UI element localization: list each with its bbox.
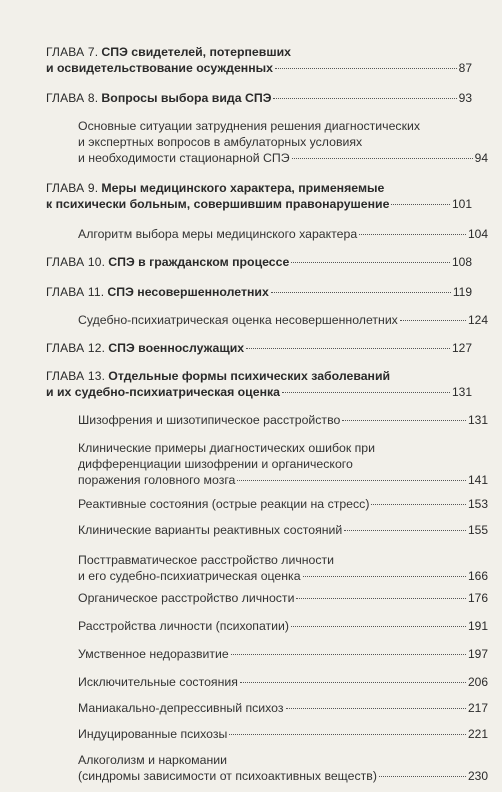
page-number: 230 xyxy=(467,769,488,783)
page-number: 221 xyxy=(467,727,488,741)
chapter-title: и освидетельствование осужденных xyxy=(46,61,273,75)
section-title: Органическое расстройство личности xyxy=(78,591,295,605)
page-number: 197 xyxy=(467,647,488,661)
toc-entry-line xyxy=(78,590,488,606)
page-number: 206 xyxy=(467,675,488,689)
toc-entry-line xyxy=(78,456,488,472)
toc-entry-line xyxy=(46,340,472,356)
toc-entry-line xyxy=(78,522,488,538)
toc-entry-line xyxy=(46,254,472,270)
toc-section-entry[interactable] xyxy=(62,590,488,606)
chapter-title: СПЭ в гражданском процессе xyxy=(108,255,290,269)
dot-leader xyxy=(359,234,466,235)
toc-entry-line xyxy=(46,90,472,106)
dot-leader xyxy=(379,776,466,777)
toc-entry-line xyxy=(46,196,472,212)
toc-entry-line xyxy=(46,180,472,196)
section-title: Расстройства личности (психопатии) xyxy=(78,619,289,633)
page-number: 217 xyxy=(467,701,488,715)
toc-section-entry[interactable] xyxy=(62,118,488,166)
section-title: Шизофрения и шизотипическое расстройство xyxy=(78,413,341,427)
toc-entry-line xyxy=(78,440,488,456)
dot-leader xyxy=(391,204,450,205)
page-number: 155 xyxy=(467,523,488,537)
toc-section-entry[interactable] xyxy=(62,496,488,512)
section-title: Алгоритм выбора меры медицинского характера xyxy=(78,227,358,241)
chapter-label: ГЛАВА 13. xyxy=(46,369,106,383)
toc-entry-line xyxy=(78,412,488,428)
dot-leader xyxy=(275,68,457,69)
section-title: Реактивные состояния (острые реакции на стресс) xyxy=(78,497,370,511)
page-number: 131 xyxy=(451,385,472,399)
chapter-title: Меры медицинского характера, применяемые xyxy=(101,181,385,195)
toc-section-entry[interactable] xyxy=(62,618,488,634)
toc-chapter-entry[interactable] xyxy=(46,44,472,76)
chapter-title: и их судебно-психиатрическая оценка xyxy=(46,385,281,399)
section-title: и необходимости стационарной СПЭ xyxy=(78,151,290,165)
page-number: 124 xyxy=(467,313,488,327)
section-title: и его судебно-психиатрическая оценка xyxy=(78,569,301,583)
dot-leader xyxy=(342,420,466,421)
toc-chapter-entry[interactable] xyxy=(46,368,472,400)
toc-entry-line xyxy=(46,44,472,60)
toc-chapter-entry[interactable] xyxy=(46,254,472,270)
chapter-label: ГЛАВА 10. xyxy=(46,255,106,269)
toc-entry-line xyxy=(78,768,488,784)
toc-entry-line xyxy=(78,752,488,768)
section-title: Индуцированные психозы xyxy=(78,727,228,741)
toc-entry-line xyxy=(78,674,488,690)
dot-leader xyxy=(273,98,456,99)
section-title: Маниакально-депрессивный психоз xyxy=(78,701,284,715)
page-number: 87 xyxy=(458,61,472,75)
dot-leader xyxy=(237,480,466,481)
toc-section-entry[interactable] xyxy=(62,312,488,328)
page-number: 127 xyxy=(451,341,472,355)
section-title: Основные ситуации затруднения решения диагностических xyxy=(78,119,420,133)
chapter-label: ГЛАВА 7. xyxy=(46,45,99,59)
toc-entry-line xyxy=(78,312,488,328)
chapter-title: СПЭ свидетелей, потерпевших xyxy=(101,45,291,59)
section-title: Исключительные состояния xyxy=(78,675,238,689)
dot-leader xyxy=(240,682,466,683)
toc-entry-line xyxy=(78,134,488,150)
page-number: 93 xyxy=(458,91,472,105)
toc-entry-line xyxy=(46,284,472,300)
page-number: 119 xyxy=(452,285,472,299)
toc-chapter-entry[interactable] xyxy=(46,340,472,356)
toc-section-entry[interactable] xyxy=(62,752,488,784)
page-number: 131 xyxy=(467,413,488,427)
toc-entry-line xyxy=(78,726,488,742)
toc-entry-line xyxy=(78,552,488,568)
dot-leader xyxy=(291,262,450,263)
toc-entry-line xyxy=(46,368,472,384)
toc-section-entry[interactable] xyxy=(62,412,488,428)
chapter-title: Вопросы выбора вида СПЭ xyxy=(101,91,272,105)
toc-entry-line xyxy=(46,384,472,400)
toc-section-entry[interactable] xyxy=(62,646,488,662)
dot-leader xyxy=(292,158,473,159)
section-title: Умственное недоразвитие xyxy=(78,647,229,661)
dot-leader xyxy=(271,292,451,293)
page-number: 166 xyxy=(467,569,488,583)
toc-entry-line xyxy=(78,568,488,584)
toc-chapter-entry[interactable] xyxy=(46,284,472,300)
toc-entry-line xyxy=(78,618,488,634)
dot-leader xyxy=(291,626,466,627)
page-number: 141 xyxy=(467,473,488,487)
toc-section-entry[interactable] xyxy=(62,440,488,488)
dot-leader xyxy=(231,654,466,655)
toc-section-entry[interactable] xyxy=(62,726,488,742)
page-number: 176 xyxy=(467,591,488,605)
toc-entry-line xyxy=(78,472,488,488)
section-title: Посттравматическое расстройство личности xyxy=(78,553,335,567)
toc-section-entry[interactable] xyxy=(62,522,488,538)
toc-section-entry[interactable] xyxy=(62,674,488,690)
section-title: Клинические варианты реактивных состояний xyxy=(78,523,343,537)
toc-section-entry[interactable] xyxy=(62,700,488,716)
toc-chapter-entry[interactable] xyxy=(46,180,472,212)
page-number: 191 xyxy=(467,619,488,633)
chapter-title: СПЭ военнослужащих xyxy=(108,341,245,355)
chapter-title: к психически больным, совершившим правонарушение xyxy=(46,197,390,211)
dot-leader xyxy=(296,598,466,599)
toc-section-entry[interactable] xyxy=(62,226,488,242)
toc-section-entry[interactable] xyxy=(62,552,488,584)
section-title: Алкоголизм и наркомании xyxy=(78,753,228,767)
page-number: 153 xyxy=(467,497,488,511)
chapter-label: ГЛАВА 9. xyxy=(46,181,99,195)
page-number: 108 xyxy=(451,255,472,269)
section-title: и экспертных вопросов в амбулаторных условиях xyxy=(78,135,363,149)
page-number: 101 xyxy=(451,197,472,211)
chapter-label: ГЛАВА 12. xyxy=(46,341,106,355)
dot-leader xyxy=(344,530,466,531)
toc-entry-line xyxy=(78,496,488,512)
toc-entry-line xyxy=(78,646,488,662)
section-title: Клинические примеры диагностических ошибок при xyxy=(78,441,375,455)
toc-entry-line xyxy=(78,226,488,242)
section-title: (синдромы зависимости от психоактивных веществ) xyxy=(78,769,377,783)
chapter-title: СПЭ несовершеннолетних xyxy=(107,285,269,299)
page-number: 104 xyxy=(467,227,488,241)
dot-leader xyxy=(303,576,466,577)
toc-entry-line xyxy=(78,150,488,166)
chapter-label: ГЛАВА 8. xyxy=(46,91,99,105)
chapter-label: ГЛАВА 11. xyxy=(46,285,105,299)
section-title: Судебно-психиатрическая оценка несовершеннолетних xyxy=(78,313,398,327)
dot-leader xyxy=(286,708,466,709)
toc-entry-line xyxy=(78,118,488,134)
section-title: дифференциации шизофрении и органического xyxy=(78,457,353,471)
dot-leader xyxy=(282,392,450,393)
page-number: 94 xyxy=(474,151,488,165)
dot-leader xyxy=(246,348,450,349)
chapter-title: Отдельные формы психических заболеваний xyxy=(108,369,391,383)
dot-leader xyxy=(371,504,466,505)
dot-leader xyxy=(229,734,466,735)
dot-leader xyxy=(400,320,466,321)
section-title: поражения головного мозга xyxy=(78,473,236,487)
toc-chapter-entry[interactable] xyxy=(46,90,472,106)
toc-entry-line xyxy=(46,60,472,76)
toc-entry-line xyxy=(78,700,488,716)
